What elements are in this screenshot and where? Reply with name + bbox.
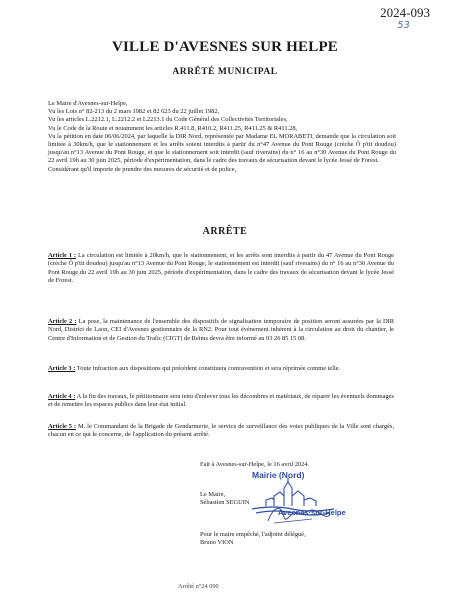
preamble bbox=[48, 100, 396, 174]
arrete-heading: ARRÊTE bbox=[202, 226, 248, 237]
article-text bbox=[48, 365, 394, 373]
article-body: A la fin des travaux, le pétitionnaire sera tenu d'enlever tous les décombres et matériaux, de réparer les éventuels dommages et de remettre les espaces publics dans leur état initial. bbox=[48, 393, 395, 409]
signature-block bbox=[48, 461, 394, 571]
article-label: Article 1 : bbox=[48, 252, 77, 259]
article-text bbox=[48, 423, 394, 440]
document-title: VILLE D'AVESNES SUR HELPE bbox=[111, 39, 339, 55]
article-body: Toute infraction aux dispositions qui précèdent constituera contravention et sera réprimée comme telle. bbox=[75, 365, 341, 372]
article-body: M. le Commandant de la Brigade de Gendarmerie, le service de surveillance des voies publiques de la Ville sont chargés, chacun en ce qui le concerne, de l'application du présent arrêté. bbox=[48, 423, 395, 439]
article-text bbox=[48, 252, 394, 285]
delegate-line: Pour le maire empêché, l'adjoint délégué, bbox=[200, 531, 306, 538]
preamble-line: Considérant qu'il importe de prendre des mesures de sécurité et de police, bbox=[48, 165, 237, 173]
article-1 bbox=[48, 252, 394, 285]
article-label: Article 2 : bbox=[48, 318, 77, 325]
preamble-line: Le Maire d'Avesnes-sur-Helpe, bbox=[48, 100, 128, 107]
article-label: Article 5 : bbox=[48, 423, 77, 430]
reference-number: 2024-093 bbox=[380, 5, 430, 20]
article-label: Article 3 : bbox=[48, 365, 76, 372]
handwritten-number: 53 bbox=[397, 20, 410, 31]
place-date: Fait à Avesnes-sur-Helpe, le 16 avril 2024. bbox=[200, 461, 310, 468]
preamble-line: Vu le Code de la Route et notamment les articles R.411.8, R410.2, R411.25, R411.25 & R411.28, bbox=[48, 124, 298, 132]
article-2 bbox=[48, 318, 394, 343]
article-3 bbox=[48, 365, 394, 373]
article-label: Article 4 : bbox=[48, 393, 76, 400]
article-5 bbox=[48, 423, 394, 440]
logo-text: Avesnes·sur·Helpe bbox=[278, 508, 346, 517]
handwritten-signature bbox=[264, 499, 334, 529]
preamble-line: Vu la pétition en date 06/06/2024, par laquelle la DIR Nord, représentée par Madame EL MORABETI, demande que la circulation soit limitée à 30km/h, que le stationnement et les arrêts soient interdits à partir du n°47 Avenue du Pont Rouge (crèche Ô p'tit doudou) jusqu'au n°13 Avenue du Pont Rouge, et que le stationnement soit interdit (sauf riverains) du n° 16 au n°30 Avenue du Pont Rouge du 22 avril 19h au 30 juin 2025, période d'expérimentation, dans le cadre des travaux de sécurisation devant le lycée Jessé de Forest. bbox=[48, 132, 396, 165]
article-body: La circulation est limitée à 20km/h, que le stationnement, et les arrêts sont interdits à partir du 47 Avenue du Pont Rouge (crèche Ô p'tit doudou) jusqu'au n°13 Avenue du Pont Rouge, le stationnement est interdit (sauf riverains) du n° 16 au n°30 Avenue du Pont Rouge du 22 avril 19h au 30 juin 2025, période d'expérimentation, dans le cadre des travaux de sécurisation devant le lycée Jessé de Forest. bbox=[48, 252, 395, 284]
article-text bbox=[48, 318, 394, 343]
document-subtitle: ARRÊTÉ MUNICIPAL bbox=[172, 67, 278, 77]
article-4 bbox=[48, 393, 394, 410]
article-text bbox=[48, 393, 394, 410]
mayor-title: Le Maire, bbox=[200, 491, 226, 498]
mairie-stamp: Mairie (Nord) bbox=[252, 470, 305, 480]
preamble-line: Vu les Lois n° 82-213 du 2 mars 1982 et 82 623 du 22 juillet 1982, bbox=[48, 108, 220, 116]
delegate-name: Bruno VION bbox=[200, 539, 234, 546]
article-body: La pose, la maintenance de l'ensemble des dispositifs de signalisation temporaire de position seront assurées par la DIR Nord, District de Laon, CEI d'Avesnes gestionnaire de la RN2. Pour tout événement inhérent à la circulation au droit du chantier, le Centre d'Information et de Gestion du Trafic (CIGT) de Reims devra être informé au 03 26 85 15 08. bbox=[48, 318, 394, 342]
mayor-name: Sébastien SEGUIN bbox=[200, 499, 250, 506]
preamble-line: Vu les articles L.2212.1, L.2212.2 et L2213.1 du Code Général des Collectivités Territoriales, bbox=[48, 116, 288, 124]
footer-reference: Arrêté n°24 090 bbox=[178, 583, 219, 590]
reference-block bbox=[380, 5, 430, 31]
